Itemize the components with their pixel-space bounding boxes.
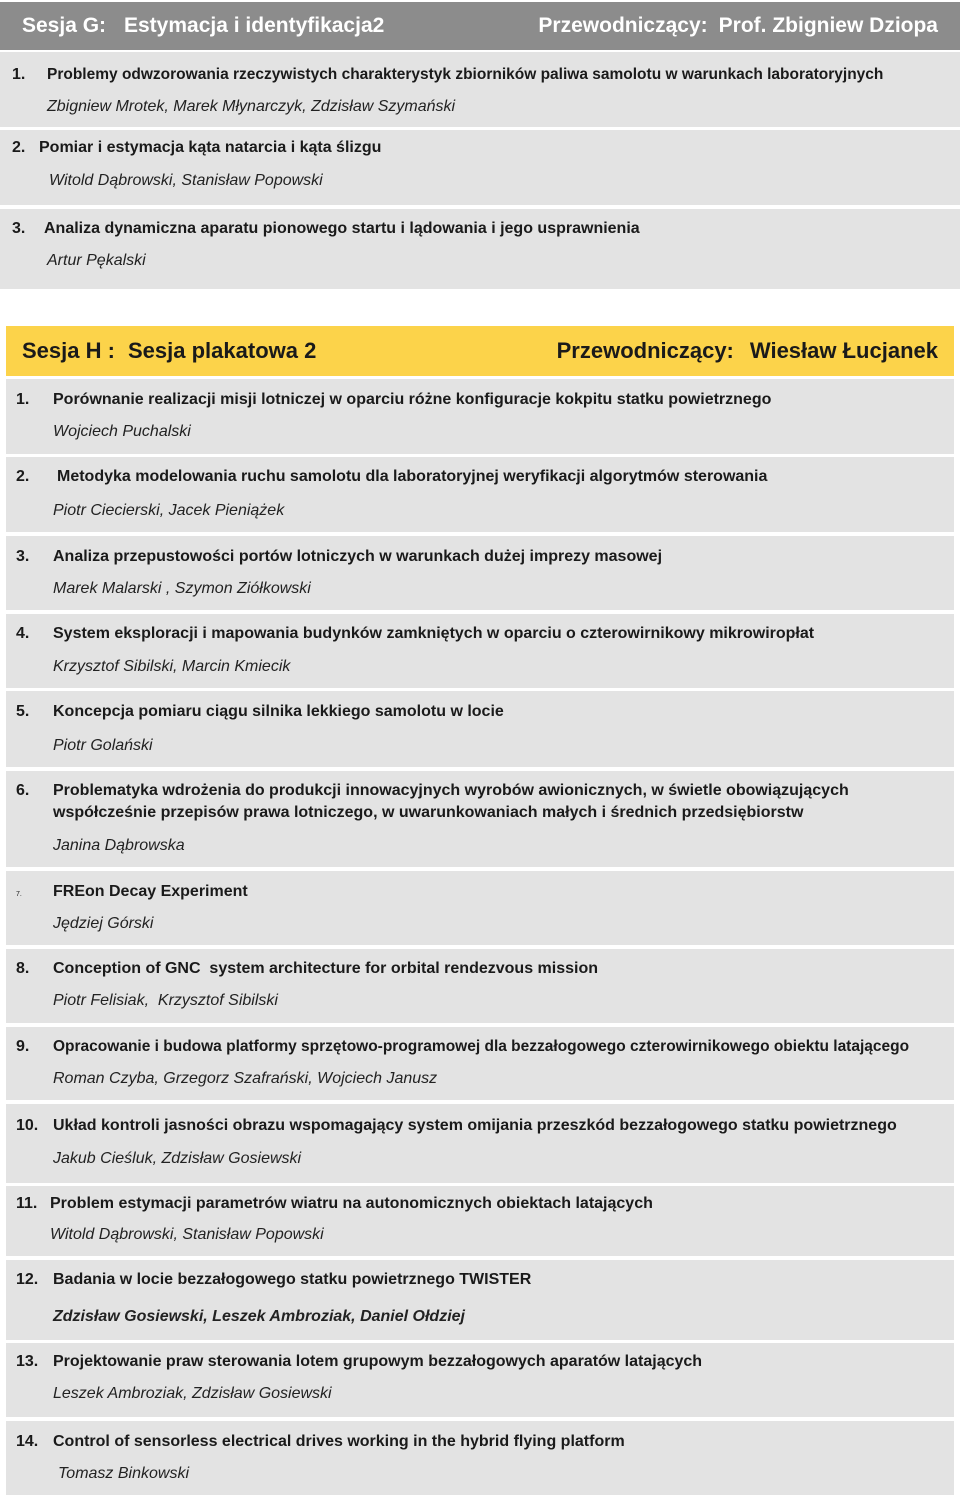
item-title: Problematyka wdrożenia do produkcji innowacyjnych wyrobów awionicznych, w świetle obowiązujących: [53, 782, 849, 799]
session-g-label: Sesja G:: [22, 14, 107, 37]
session-h-label: Sesja H :: [22, 338, 115, 363]
session-g-item-2: [0, 130, 960, 205]
item-number: 1.: [16, 391, 30, 408]
item-number: 13.: [16, 1353, 39, 1370]
item-authors: Piotr Ciecierski, Jacek Pieniążek: [53, 502, 285, 519]
item-authors: Jakub Cieśluk, Zdzisław Gosiewski: [53, 1150, 302, 1167]
item-number: 9.: [16, 1038, 30, 1055]
session-h-item-7: [6, 871, 954, 945]
item-title: System eksploracji i mapowania budynków zamkniętych w oparciu o czterowirnikowy mikrowiropłat: [53, 625, 815, 642]
session-g-chair: Prof. Zbigniew Dziopa: [718, 14, 938, 37]
item-number: 4.: [16, 625, 30, 642]
item-title: Analiza dynamiczna aparatu pionowego startu i lądowania i jego usprawnienia: [44, 220, 640, 237]
session-h-item-6: [6, 771, 954, 867]
item-title: Porównanie realizacji misji lotniczej w oparciu różne konfiguracje kokpitu statku powietrznego: [53, 391, 772, 408]
session-h-title: Sesja plakatowa 2: [128, 338, 317, 363]
item-authors: Zdzisław Gosiewski, Leszek Ambroziak, Daniel Ołdziej: [53, 1308, 465, 1325]
item-title: Analiza przepustowości portów lotniczych w warunkach dużej imprezy masowej: [53, 548, 663, 565]
session-h-item-11: [6, 1186, 954, 1256]
item-authors: Janina Dąbrowska: [53, 837, 185, 854]
item-authors: Wojciech Puchalski: [53, 423, 191, 440]
item-title: Conception of GNC system architecture for orbital rendezvous mission: [53, 960, 598, 977]
item-title: Koncepcja pomiaru ciągu silnika lekkiego samolotu w locie: [53, 703, 504, 720]
item-title: FREon Decay Experiment: [53, 883, 248, 900]
item-title: Problemy odwzorowania rzeczywistych charakterystyk zbiorników paliwa samolotu w warunkach laboratoryjnych: [47, 66, 884, 83]
session-g-title: Estymacja i identyfikacja2: [124, 14, 385, 37]
session-g-chair-label: Przewodniczący:: [538, 14, 708, 37]
session-h-chair: Wiesław Łucjanek: [749, 338, 938, 363]
item-number: 3.: [16, 548, 30, 565]
session-h-item-3: [6, 536, 954, 610]
item-authors: Krzysztof Sibilski, Marcin Kmiecik: [53, 658, 291, 675]
session-h-item-5: [6, 691, 954, 767]
item-number: 2.: [12, 139, 26, 156]
item-authors: Marek Malarski , Szymon Ziółkowski: [53, 580, 311, 597]
session-g-header: [0, 2, 960, 50]
item-title: Opracowanie i budowa platformy sprzętowo-programowej dla bezzałogowego czterowirnikowego obiektu latającego: [53, 1038, 910, 1055]
session-h-chair-label: Przewodniczący:: [556, 338, 734, 363]
item-number: 10.: [16, 1117, 39, 1134]
session-h-item-4: [6, 614, 954, 688]
item-number: 2.: [16, 468, 30, 485]
item-title: Control of sensorless electrical drives working in the hybrid flying platform: [53, 1433, 625, 1450]
item-authors: Jędziej Górski: [53, 915, 154, 932]
session-h-item-13: [6, 1343, 954, 1417]
session-h-item-9: [6, 1027, 954, 1100]
item-title: Projektowanie praw sterowania lotem grupowym bezzałogowych aparatów latających: [53, 1353, 703, 1370]
item-title: Układ kontroli jasności obrazu wspomagający system omijania przeszkód bezzałogowego statku powietrznego: [53, 1117, 897, 1134]
item-number: 5.: [16, 703, 30, 720]
session-g-item-3: [0, 209, 960, 289]
item-number: 1.: [12, 66, 26, 83]
item-authors: Piotr Golański: [53, 737, 153, 754]
item-title: Problem estymacji parametrów wiatru na autonomicznych obiektach latających: [50, 1195, 653, 1212]
item-authors: Artur Pękalski: [47, 252, 146, 269]
item-authors: Witold Dąbrowski, Stanisław Popowski: [50, 1226, 324, 1243]
item-number: 14.: [16, 1433, 39, 1450]
item-number: 3.: [12, 220, 26, 237]
item-authors: Leszek Ambroziak, Zdzisław Gosiewski: [53, 1385, 332, 1402]
item-number: 11.: [16, 1195, 38, 1212]
item-authors: Zbigniew Mrotek, Marek Młynarczyk, Zdzisław Szymański: [47, 98, 456, 115]
session-h-item-2: [6, 457, 954, 532]
item-number: 8.: [16, 960, 30, 977]
item-title: Pomiar i estymacja kąta natarcia i kąta ślizgu: [39, 139, 382, 156]
item-number: 7.: [16, 891, 22, 898]
item-authors: Roman Czyba, Grzegorz Szafrański, Wojciech Janusz: [53, 1070, 438, 1087]
item-authors: Piotr Felisiak, Krzysztof Sibilski: [53, 992, 278, 1009]
item-title: Badania w locie bezzałogowego statku powietrznego TWISTER: [53, 1271, 532, 1288]
item-authors: Tomasz Binkowski: [58, 1465, 190, 1482]
item-title: Metodyka modelowania ruchu samolotu dla laboratoryjnej weryfikacji algorytmów sterowania: [57, 468, 768, 485]
session-h-item-14: [6, 1421, 954, 1495]
session-g-item-1: [0, 52, 960, 127]
session-h-item-10: [6, 1104, 954, 1183]
item-authors: Witold Dąbrowski, Stanisław Popowski: [49, 172, 323, 189]
item-title-line2: współcześnie przepisów prawa lotniczego, w uwarunkowaniach małych i średnich przedsiębiorstw: [53, 804, 804, 821]
session-h-item-8: [6, 949, 954, 1023]
item-number: 6.: [16, 782, 30, 799]
session-h-item-12: [6, 1260, 954, 1340]
session-h-item-1: [6, 379, 954, 454]
session-h-header: [6, 326, 954, 376]
item-number: 12.: [16, 1271, 39, 1288]
